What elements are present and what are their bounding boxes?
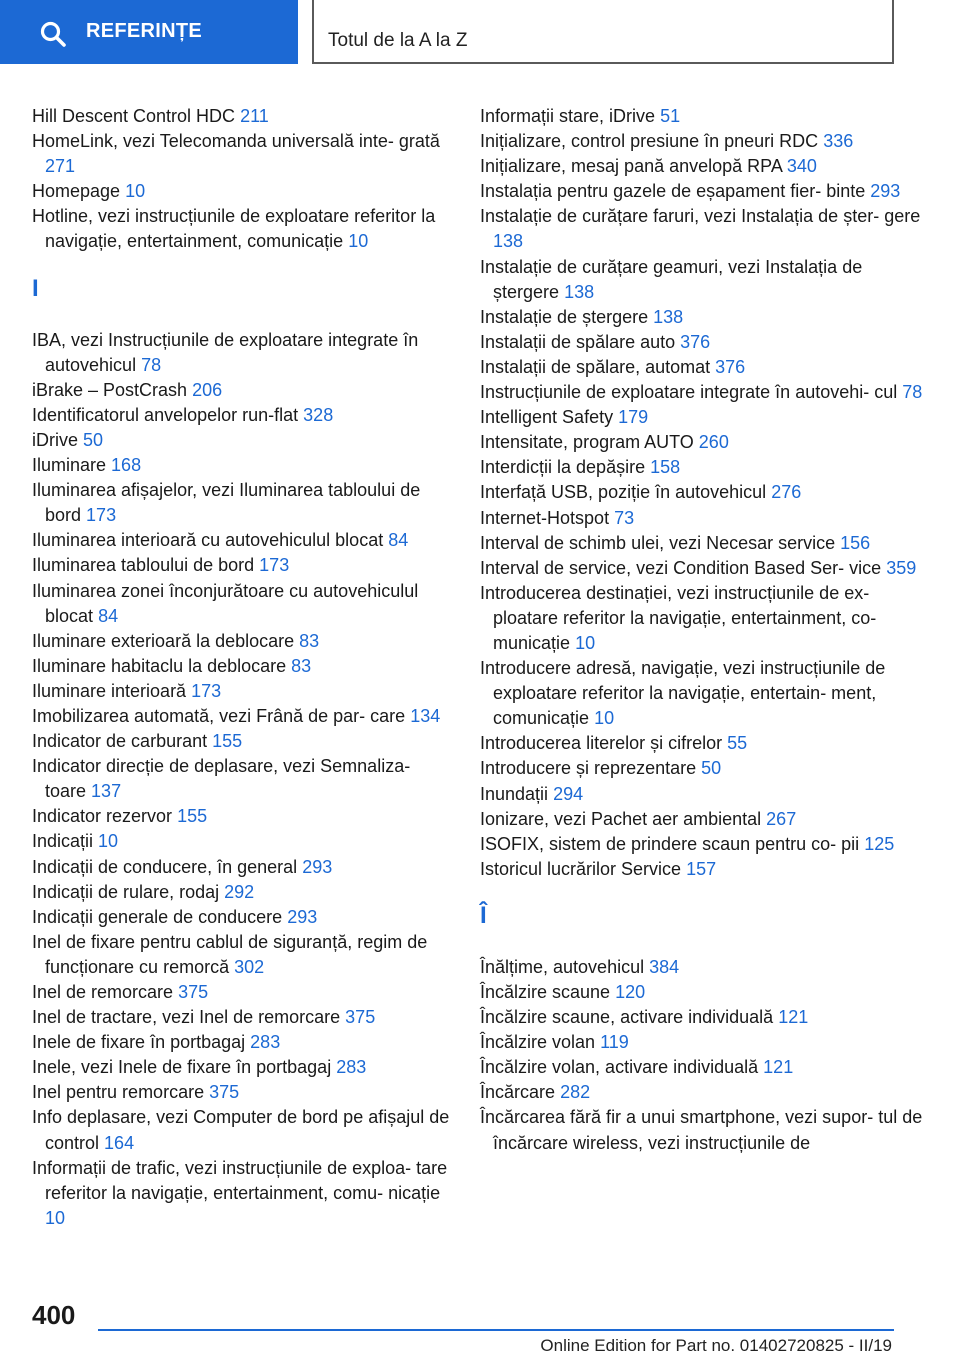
index-page-link[interactable]: 138 [493, 231, 524, 252]
index-entry [480, 355, 930, 380]
index-page-link[interactable]: 293 [302, 856, 333, 877]
index-page-link[interactable]: 78 [141, 354, 162, 375]
index-entry [480, 857, 930, 882]
index-entry-text: Informații de trafic, vezi instrucțiunile de exploa- tare referitor la navigație, entertainment, comu- nicație [32, 1157, 448, 1203]
index-page-link[interactable]: 173 [259, 555, 290, 576]
index-entry [32, 179, 452, 204]
index-entry [480, 305, 930, 330]
index-page-link[interactable]: 134 [410, 705, 441, 726]
index-entry-text: Instalație de ștergere [480, 306, 649, 327]
index-entry [480, 980, 930, 1005]
index-page-link[interactable]: 51 [660, 106, 681, 126]
index-page-link[interactable]: 55 [727, 733, 748, 754]
tab-referinte-label: REFERINȚE [86, 20, 203, 42]
index-page-link[interactable]: 10 [348, 231, 369, 252]
index-entry [480, 1005, 930, 1030]
index-page-link[interactable]: 173 [86, 505, 117, 526]
index-entry [480, 506, 930, 531]
index-page-link[interactable]: 120 [615, 982, 646, 1002]
index-entry [32, 930, 452, 980]
index-letter-heading: Î [480, 901, 487, 929]
index-entry [480, 430, 930, 455]
index-page-link[interactable]: 121 [778, 1007, 809, 1028]
index-entry [480, 330, 930, 355]
index-entry [32, 579, 452, 629]
index-entry-text: Inițializare, mesaj pană anvelopă RPA [480, 156, 782, 177]
index-entry [480, 807, 930, 832]
index-page-link[interactable]: 267 [766, 808, 797, 829]
index-entry-text: Inel de tractare, vezi Inel de remorcare [32, 1007, 341, 1028]
index-entry-text: HomeLink, vezi Telecomanda universală inte- grată [32, 131, 440, 152]
index-entry-text: Indicator direcție de deplasare, vezi Semnaliza- toare [32, 756, 411, 802]
index-page-link[interactable]: 156 [840, 532, 871, 553]
index-page-link[interactable]: 83 [291, 655, 312, 676]
index-entry [480, 1080, 930, 1105]
index-entry [32, 403, 452, 428]
index-page-link[interactable]: 211 [240, 106, 269, 126]
index-page-link[interactable]: 138 [564, 281, 595, 302]
index-entry [32, 829, 452, 854]
index-entry [480, 179, 930, 204]
index-page-link[interactable]: 10 [575, 632, 596, 653]
index-entry [32, 754, 452, 804]
index-entry-text: Interval de schimb ulei, vezi Necesar service [480, 532, 836, 553]
index-entry [32, 453, 452, 478]
index-entry-text: Intensitate, program AUTO [480, 432, 694, 453]
index-page-link[interactable]: 84 [388, 530, 409, 551]
index-entry [480, 480, 930, 505]
index-page-link[interactable]: 83 [299, 630, 320, 651]
index-entry [32, 204, 452, 254]
index-entry-text: Indicații [32, 831, 94, 852]
index-entry [32, 1005, 452, 1030]
index-entry-text: Inel de fixare pentru cablul de siguranță, regim de funcționare cu remorcă [32, 931, 428, 977]
index-page-link[interactable]: 164 [104, 1132, 135, 1153]
index-page-link[interactable]: 173 [191, 680, 222, 701]
index-page-link[interactable]: 359 [886, 557, 917, 578]
index-page-link[interactable]: 157 [686, 858, 717, 879]
index-page-link[interactable]: 283 [336, 1057, 367, 1078]
index-entry [32, 1030, 452, 1055]
index-entry-text: Inele, vezi Inele de fixare în portbagaj [32, 1057, 332, 1078]
index-entry [32, 1080, 452, 1105]
index-entry-text: Încălzire volan, activare individuală [480, 1057, 759, 1078]
index-entry [32, 905, 452, 930]
index-entry-text: Indicații de rulare, rodaj [32, 881, 220, 902]
index-entry [480, 1105, 930, 1155]
index-entry-text: IBA, vezi Instrucțiunile de exploatare integrate în autovehicul [32, 329, 419, 375]
index-entry-text: Instalații de spălare, automat [480, 356, 711, 377]
index-entry [480, 1055, 930, 1080]
index-entry-text: Interfață USB, poziție în autovehicul [480, 482, 767, 503]
index-entry [480, 731, 930, 756]
index-entry [32, 478, 452, 528]
index-entry-text: Instalația pentru gazele de eșapament fier- binte [480, 181, 866, 202]
index-entry-text: Instalații de spălare auto [480, 331, 676, 352]
index-page-link[interactable]: 375 [345, 1007, 376, 1028]
index-entry [32, 104, 452, 129]
footer-divider [98, 1329, 894, 1331]
index-entry-text: Înălțime, autovehicul [480, 956, 645, 977]
index-page-link[interactable]: 138 [653, 306, 684, 327]
index-page-link[interactable]: 206 [192, 379, 223, 400]
index-entry-text: Indicații generale de conducere [32, 906, 283, 927]
index-entry [32, 428, 452, 453]
index-entry [480, 104, 930, 129]
index-entry [480, 955, 930, 980]
index-entry [32, 629, 452, 654]
index-page-link[interactable]: 375 [209, 1082, 240, 1103]
index-entry [480, 154, 930, 179]
index-page-link[interactable]: 10 [98, 831, 119, 852]
index-entry [480, 455, 930, 480]
index-entry [480, 531, 930, 556]
index-page-link[interactable]: 168 [111, 455, 142, 476]
index-entry [32, 654, 452, 679]
index-entry-text: Instalație de curățare faruri, vezi Instalația de șter- gere [480, 206, 921, 227]
index-entry-text: Inele de fixare în portbagaj [32, 1032, 246, 1053]
index-page-link[interactable]: 10 [45, 1207, 66, 1228]
index-entry-text: Introducerea literelor și cifrelor [480, 733, 723, 754]
footer-edition: Online Edition for Part no. 01402720825 - II/19 [540, 1336, 892, 1355]
index-entry [480, 556, 930, 581]
index-page-link[interactable]: 292 [224, 881, 255, 902]
tab-a-z[interactable] [312, 0, 894, 64]
index-entry [480, 380, 930, 405]
index-entry [32, 378, 452, 403]
index-page-link[interactable]: 119 [600, 1032, 629, 1053]
index-page-link[interactable]: 375 [178, 982, 209, 1002]
index-entry [32, 679, 452, 704]
index-entry-text: iBrake – PostCrash [32, 379, 188, 400]
index-entry-text: Încărcare [480, 1082, 556, 1103]
index-entry [480, 581, 930, 656]
index-page-link[interactable]: 84 [98, 605, 119, 626]
index-entry-text: Încărcarea fără fir a unui smartphone, vezi supor- tul de încărcare wireless, vezi instrucțiunile de [480, 1107, 923, 1153]
index-entry-text: Intelligent Safety [480, 407, 614, 428]
index-entry-text: Iluminarea tabloului de bord [32, 555, 255, 576]
index-entry-text: Încălzire scaune, activare individuală [480, 1007, 774, 1028]
index-entry-text: Iluminare habitaclu la deblocare [32, 655, 287, 676]
index-page-link[interactable]: 260 [698, 432, 729, 453]
index-entry [32, 1105, 452, 1155]
index-column-right [480, 104, 930, 1156]
index-entry-text: Introducerea destinației, vezi instrucțiunile de ex- ploatare referitor la navigație, entertainment, co- municație [480, 582, 877, 653]
index-entry-text: iDrive [32, 429, 79, 450]
index-entry-text: Iluminarea afișajelor, vezi Iluminarea tabloului de bord [32, 480, 421, 526]
index-entry [32, 1156, 452, 1231]
index-entry-text: Internet-Hotspot [480, 507, 610, 528]
index-entry-text: Iluminare exterioară la deblocare [32, 630, 295, 651]
index-entry-text: Instalație de curățare geamuri, vezi Instalația de ștergere [480, 256, 863, 302]
index-entry-text: Introducere și reprezentare [480, 758, 697, 779]
index-entry-text: Info deplasare, vezi Computer de bord pe afișajul de control [32, 1107, 450, 1153]
index-entry [32, 804, 452, 829]
tab-referinte[interactable] [0, 0, 298, 64]
index-entry [480, 129, 930, 154]
index-entry [32, 328, 452, 378]
top-bar [0, 0, 960, 66]
index-entry-text: Imobilizarea automată, vezi Frână de par- care [32, 705, 406, 726]
index-entry-text: Iluminarea interioară cu autovehiculul blocat [32, 530, 384, 551]
index-entry-text: Istoricul lucrărilor Service [480, 858, 682, 879]
index-page-link[interactable]: 179 [618, 407, 649, 428]
index-page-link[interactable]: 293 [870, 181, 901, 202]
index-entry [32, 704, 452, 729]
index-entry-text: Încălzire scaune [480, 982, 611, 1002]
index-page-link[interactable]: 121 [763, 1057, 794, 1078]
index-entry [32, 729, 452, 754]
index-entry [480, 656, 930, 731]
index-entry [480, 782, 930, 807]
index-entry [480, 756, 930, 781]
index-entry-text: ISOFIX, sistem de prindere scaun pentru co- pii [480, 833, 860, 854]
index-entry-text: Informații stare, iDrive [480, 106, 656, 126]
index-entry-text: Interdicții la depășire [480, 457, 646, 478]
index-entry-text: Hotline, vezi instrucțiunile de exploatare referitor la navigație, entertainment, comunicație [32, 206, 436, 252]
index-page-link[interactable]: 293 [287, 906, 318, 927]
index-entry [480, 832, 930, 857]
index-page-link[interactable]: 340 [786, 156, 817, 177]
index-page-link[interactable]: 302 [234, 956, 265, 977]
index-entry-text: Introducere adresă, navigație, vezi instrucțiunile de exploatare referitor la navigație, entertain- ment, comunicație [480, 658, 886, 729]
index-entry [32, 980, 452, 1005]
index-page-link[interactable]: 78 [902, 382, 923, 403]
index-entry-text: Instrucțiunile de exploatare integrate în autovehi- cul [480, 382, 898, 403]
index-page-link[interactable]: 155 [212, 731, 243, 752]
index-entry-text: Iluminare [32, 455, 107, 476]
index-entry-text: Ionizare, vezi Pachet aer ambiental [480, 808, 762, 829]
index-page-link[interactable]: 137 [91, 781, 122, 802]
index-page-link[interactable]: 294 [553, 783, 584, 804]
index-page-link[interactable]: 376 [680, 331, 711, 352]
index-page-link[interactable]: 10 [594, 708, 615, 729]
index-entry [32, 553, 452, 578]
index-letter-heading: I [32, 274, 39, 302]
index-entry-text: Inițializare, control presiune în pneuri RDC [480, 131, 819, 152]
index-entry-text: Iluminare interioară [32, 680, 187, 701]
index-entry-text: Indicații de conducere, în general [32, 856, 298, 877]
index-page-link[interactable]: 384 [649, 956, 680, 977]
index-page-link[interactable]: 276 [771, 482, 802, 503]
index-entry [480, 255, 930, 305]
index-page-link[interactable]: 158 [650, 457, 681, 478]
index-page-link[interactable]: 328 [303, 404, 334, 425]
index-entry [32, 880, 452, 905]
index-page-link[interactable]: 50 [83, 429, 104, 450]
index-entry-text: Inundații [480, 783, 549, 804]
index-entry-text: Hill Descent Control HDC [32, 106, 236, 126]
index-entry-text: Interval de service, vezi Condition Based Ser- vice [480, 557, 882, 578]
index-page-link[interactable]: 271 [45, 156, 76, 177]
tab-a-z-label: Totul de la A la Z [328, 30, 468, 51]
index-entry-text: Iluminarea zonei înconjurătoare cu autovehiculul blocat [32, 580, 419, 626]
index-page-link[interactable]: 155 [177, 806, 208, 827]
index-column-left [32, 104, 452, 1231]
index-page-link[interactable]: 10 [125, 181, 146, 202]
index-entry [480, 204, 930, 254]
search-icon [40, 21, 66, 47]
index-entry-text: Identificatorul anvelopelor run-flat [32, 404, 299, 425]
index-entry-text: Inel pentru remorcare [32, 1082, 205, 1103]
index-page-link[interactable]: 73 [614, 507, 635, 528]
index-entry [32, 528, 452, 553]
index-page-link[interactable]: 376 [715, 356, 746, 377]
index-entry [32, 1055, 452, 1080]
index-entry [480, 405, 930, 430]
index-entry-text: Indicator rezervor [32, 806, 173, 827]
index-entry-text: Indicator de carburant [32, 731, 208, 752]
index-page-link[interactable]: 282 [560, 1082, 591, 1103]
index-entry-text: Homepage [32, 181, 121, 202]
index-entry [32, 855, 452, 880]
index-entry [480, 1030, 930, 1055]
page-number: 400 [32, 1300, 76, 1330]
index-entry [32, 129, 452, 179]
index-page-link[interactable]: 283 [250, 1032, 281, 1053]
index-page-link[interactable]: 50 [701, 758, 722, 779]
index-page-link[interactable]: 125 [864, 833, 895, 854]
index-entry-text: Încălzire volan [480, 1032, 596, 1053]
index-page-link[interactable]: 336 [823, 131, 854, 152]
index-entry-text: Inel de remorcare [32, 982, 174, 1002]
